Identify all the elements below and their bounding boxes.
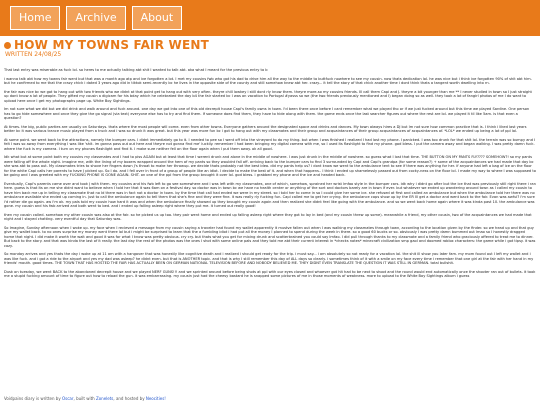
top-nav bbox=[0, 0, 540, 36]
paragraph: then my cousin called. somehow my other cousin was also at the fair. so he picked us up too. they pair went home and ended up falling asleep right where they got to lay in bed (and my cousin threw up some). meanwhile a friend, my other cousin, two of the acquaintances we had made that night and I stayed chatting. very eventful day that Saturday was. bbox=[4, 212, 532, 221]
post-date: WRITTEN 24/08/25 bbox=[5, 51, 62, 58]
paragraph: i wanna talk abt how my towns fair went but that was a month ago atp and ive forgotten a lot. I met my cousins fwb who got his dad to drive him all the way to the middle to buttfuck nowhere to see my cousin. now thats dedication lol. he was nice but i think ive forgotten 90% of shit abt him. but he confirmed to me that the crazy chick i dated 3 years ago did in tiktok semi-recently bc he lives in the opposite side of the county and still somehow knew abt her. crazy... it tell the story of that chick another time i dont think thats a tangent worth dwelling into rn. bbox=[4, 76, 532, 85]
paragraph: Im not sure what we did but we did drink and walk around and fuck around. one day we got into one of this old decrepit house Capi's family owns in town. I'd been there once before I cant remember what we played tho or if we just fucked around but this time we played Sardine. One person has to go hide somewhere and once they give the go signal (via text) everyone else has to try and find them. If someone does find them, they have to hide along with them. the game ends once the last searcher figures out where the rest are lol. we played it til like 5am. is that even a question? bbox=[4, 107, 530, 120]
paragraph: Dusk on tuesday, we went BACK to the abandoned decrepit house and we played NERF GUNS!!! and we sprinted around before being shots at ppl with our eyes closed and whoever got hit had to be next to shoot and the round would end automatically once the shooter ran out of bullets. it took me a stupid fucking amount of time to figure out how to reload the gun. it was embarrassing. my cousin just had the cheesy bastard he is snapped some pictures of me in those moments of weakness. more to upload to the White Boy Sightings album i guess bbox=[4, 269, 536, 278]
bullet-icon bbox=[4, 42, 11, 49]
post-header bbox=[0, 36, 540, 58]
author-link[interactable]: Oscar bbox=[62, 396, 74, 401]
host-link[interactable]: Neocities! bbox=[145, 396, 166, 401]
paragraph: the fair was nice bc we got to hang out with two friends who we didnt at that point get to hang out with very often. theyre chill lowkey i still dont rly know them. theyre more-so my cousins friends. Ill call them Capi and J. theyre a bit younger than me ** I never studied in town so I just straight up dont know a lot of people. They gifted my cousin a digicam for his bday which he celebrated the day b4 the fair started bc I was on vacation to Portugal #yasss so we (the two friends previously mentioned and I) began doing so as well. they took a lot of fangirl photos of me I do want to upload here once I get my photographs page up. White Boy Sightings. bbox=[4, 89, 532, 103]
footer-mid-text: , and hosted by bbox=[113, 396, 145, 401]
footer-prefix: Voidpains diary is written by bbox=[4, 396, 61, 401]
paragraph: At times. the big, public parties are usually on Saturdays. thats where the most people will come. even from other towns. Everyone gathers around the designated space and drinks and dances. My town always hires a DJ but Im not sure how common practice that is. I think i liked last years better bc it was various trance music played from a truck and i was so drunk it was great. but this year was more fun bc i got to hang out with my classmates and their group and acquaintances of their group acquaintances of acquaintances of. *LOL* we ended up being a lot of ppl lol. bbox=[4, 124, 527, 133]
nav-archive-button[interactable]: Archive bbox=[66, 6, 125, 30]
page-title: HOW MY TOWNS FAIR WENT bbox=[14, 38, 210, 52]
nav-about-button[interactable]: About bbox=[132, 6, 183, 30]
footer-mid-text: , built with bbox=[73, 396, 95, 401]
paragraph: Idk what but at some point both my cousins my classmates and I had to piss AGAIN but at least that time I werent drunk and alone in the middle of nowhere. I was just drunk in the middle of nowhere. so guess what I lost that time. THE BUTTON ON MY PANTS FLY???? SOMEHOW?! so my pants were falling off the whole night. imagine me, with the lining of my boxers wrapped around the hem of my pants so they wouldnt fall off. arriving back to the bumper cars to find 3 surrounded by Capi and Capi's grandpa (for some reason?) + some of the acquaintances we had made that day bc she was abt to pass out. My classmates tries to shove her fingers down J's throat to make her throwup. we decide thats probably not the best idea. did my pants help us? i dont know we went to the ambulance tent to see if there was anything for her. if anyone had left a bag of ice on the floor for the white Capi calls her parents to have J picked up. So I do. and I fell over in front of a group of people like an idiot. I decide to make the best of it. and when that happens.. I think i ended up shamelessly passed out from cocky-ness on the floor lol. I made my way to where I was supposed to be going and I was greeted with my FUCKING PHONE IS GONE AGAIN. SHIT. on one of the ppl from the group brought it over lol. god bless. i grabbed my phone and the ice and headed back. bbox=[4, 155, 536, 177]
paragraph: Eventually, Capi's parents came over and took J with them. my cousins and his fwb left to go see somewhere and i was left with my classmates, one of which, somehow, sprained her wrist lmfao style in the bumper cars. idk why i didnt go after but the ice that was previously still right there i ran here. guess is that its on me she didnt want to believe when I told her that it was 6am on a festival day. so doctor was in town bc we have no health center or anything of the sort and doctors barely are in town if ever. but whatever we ended up wandering around town as I called my cousin to have him back me up in telling my classmate that no Id there was in fact not a doctor in town. by the time that call had ended we were in my street. so i told her to come in so I could give her some ice. she refused at first and called an ambulance but when the ambulance told her there was no ambulance available she ended up coming in. just to call the ambulance again to tell them that she's fine and they were fine. it was really rly fucking fun. Capi called me to get her crying. the ambulance cops show up by the ER Ill get a doctor and went back to the fair. Evan was awful? i'm sure i'd rather die go again. aw i'm ok. my pals told my cousin how hard it was and when the ambulance finally showed up they brought my cousin again and then realized she didnt feel like going with the ambulance. and so we went back home again where it was kinda past 10. the ambulance was gone. my cousin and his fwb arrived and both went to bed. and i ended up falling asleep right where they put me. it turned out really good! bbox=[4, 181, 536, 208]
footer bbox=[0, 392, 540, 405]
paragraph: That last entry was miserable as fuck lol. so heres to me actually talking abt shit I wanted to talk abt. aka what I meant for the previous entry to b bbox=[4, 68, 268, 72]
engine-link[interactable]: Zonelets bbox=[95, 396, 114, 401]
paragraph: So monday arrives and yes thats the day i woke up at 11 am with a hangover that was honestly like cognitive death and i realized i should get ready for the trip. i must say... i am absolutely so not ready for a vacation lol. the shit ill show you later fam. my mom found out I left my wallet and i was like fuck. and i got a ride to the airport and yes my dad was asleep? he didnt even. but that is ANOTHER topic. and that is why I still remember this day of ALL days so clearly. i sometimes think of it with a smile on my face every time i remember that one girl at the fair with her hand in my friends' mouth. good times. THE TOWN THAT HAS HOSTED THE FAIR HAS ACTUALLY BEEN ON GERMAN NATIONAL TELEVISION BEFORE AND NOBODY BELIEVED ME. THEY DIDNT EVEN TRANSLATE THE QUESTION IT WAS STILL IN GERMAN. total bullshit. bbox=[4, 252, 534, 265]
paragraph: At some point. we went back to the attractions, namely the bumper cars. I didnt immediately go to it. I needed to pee so I went off into the vineyard to do my thing. but when I was finished I realized I had lost my phone. I panicked. I was too drunk for that shit lol. the terrain was so bumpy and I felt I was so away from everything I was like 'shit. im gonna pass out out here and theyre not gonna find me' luckily. remember I had been bringing my digital camera with me, so I used its flashlight to find my phone. god bless. I put the camera away and began walking. I was pretty damn fuck. where the fuck is my camera. I turn on my phones flashlight and find it. I make sure neither fell on the floor again when I put them away. ok all good. bbox=[4, 137, 536, 151]
paragraph: So Imagine, Sunday afternoon when I woke up. my face when I recieved a message from my cousin saying a traveler had found my wallet apparently it mustve fallen out when I was walking my classmates through town, according to the location given by the finder. so we head up and that guy give my wallet back. to no ones surprise my money went there lol but i might be surprised to learn that the a fumbling idiot i had put all the money I planned to spend during the week in there. so a good 60 bucks or so. obviously I was pretty damn bummed out lmao so I honestly dragged home that night. I did make it worth the wait and good it was for what I know was pretty obvious. cry cry. but thats what you get for mixing drunk and scatterbrained you could say lmfao. I did pull through thanks to my classmate and a family friend who graciously offered to treat me to dinner. But back to the story. and that was kinda the last of it really. the last day the rest of the photos was the ones I shot with some online pals and they told me abt their current interest in *checks notes* minecraft civilization smp gaol and doomed roblox characters: the game while i got tipsy. it was cozy. bbox=[4, 225, 536, 248]
post-body bbox=[0, 58, 540, 279]
nav-home-button[interactable]: Home bbox=[10, 6, 60, 30]
